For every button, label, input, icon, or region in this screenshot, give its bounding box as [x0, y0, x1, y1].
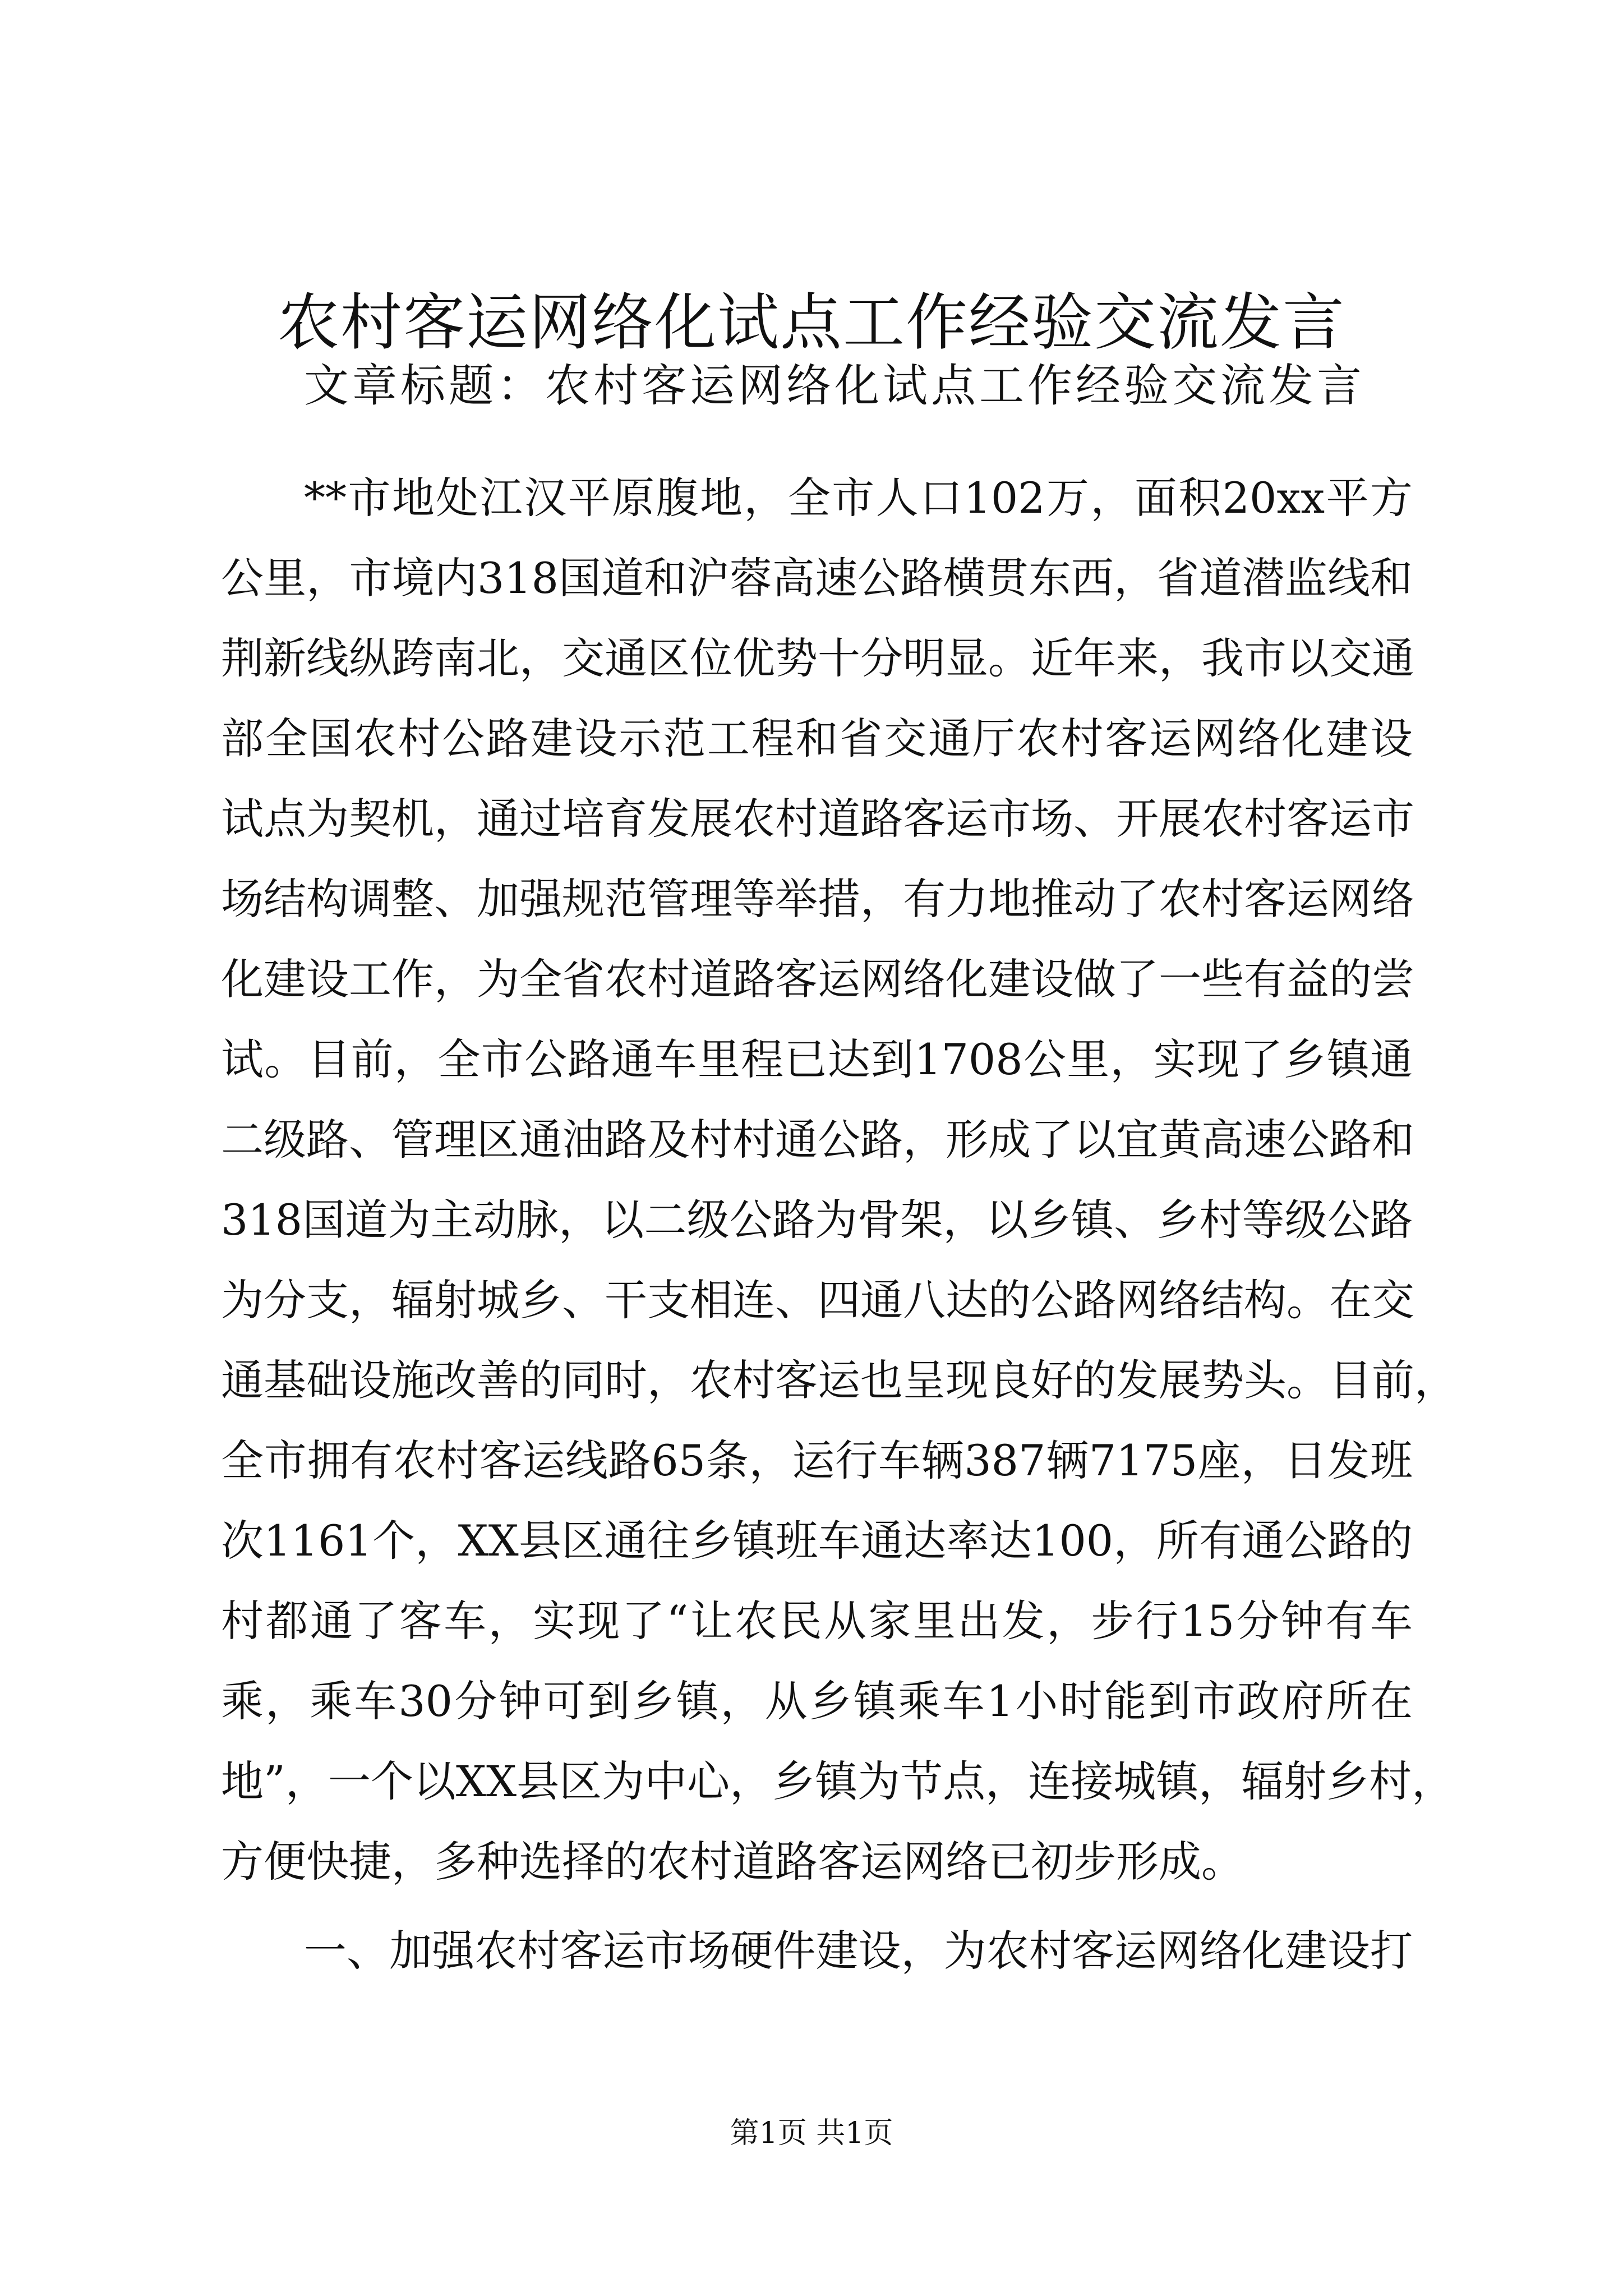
- body-line: 公里，市境内318国道和沪蓉高速公路横贯东西，省道潜监线和: [221, 553, 1413, 603]
- body-line: 试点为契机，通过培育发展农村道路客运市场、开展农村客运市: [221, 794, 1414, 844]
- body-line: 化建设工作，为全省农村道路客运网络化建设做了一些有益的尝: [221, 954, 1414, 1004]
- body-line: 二级路、管理区通油路及村村通公路，形成了以宜黄高速公路和: [221, 1115, 1414, 1165]
- body-line: 场结构调整、加强规范管理等举措，有力地推动了农村客运网络: [221, 874, 1414, 924]
- body-line: **市地处江汉平原腹地，全市人口102万，面积20xx平方: [304, 473, 1413, 523]
- body-line: 乘，乘车30分钟可到乡镇，从乡镇乘车1小时能到市政府所在: [221, 1676, 1413, 1726]
- body-line: 荆新线纵跨南北，交通区位优势十分明显。近年来，我市以交通: [221, 633, 1414, 683]
- body-line: 方便快捷，多种选择的农村道路客运网络已初步形成。: [221, 1837, 1244, 1887]
- document-title: 农村客运网络化试点工作经验交流发言: [278, 287, 1345, 358]
- page-footer: 第1页 共1页: [730, 2116, 893, 2150]
- body-line: 部全国农村公路建设示范工程和省交通厅农村客运网络化建设: [221, 714, 1413, 763]
- body-line: 318国道为主动脉，以二级公路为骨架，以乡镇、乡村等级公路: [221, 1195, 1413, 1245]
- body-line: 次1161个，XX县区通往乡镇班车通达率达100，所有通公路的: [221, 1516, 1413, 1566]
- body-line: 地”，一个以XX县区为中心，乡镇为节点，连接城镇，辐射乡村，: [221, 1756, 1455, 1806]
- body-line: 村都通了客车，实现了“让农民从家里出发，步行15分钟有车: [221, 1596, 1413, 1646]
- body-line: 全市拥有农村客运线路65条，运行车辆387辆7175座，日发班: [221, 1435, 1413, 1485]
- body-line: 试。目前，全市公路通车里程已达到1708公里，实现了乡镇通: [221, 1034, 1413, 1084]
- article-title-line: 文章标题：农村客运网络化试点工作经验交流发言: [304, 360, 1365, 412]
- section-heading-line: 一、加强农村客运市场硬件建设，为农村客运网络化建设打: [304, 1926, 1413, 1976]
- body-line: 通基础设施改善的同时，农村客运也呈现良好的发展势头。目前，: [221, 1355, 1457, 1405]
- body-line: 为分支，辐射城乡、干支相连、四通八达的公路网络结构。在交: [221, 1275, 1414, 1325]
